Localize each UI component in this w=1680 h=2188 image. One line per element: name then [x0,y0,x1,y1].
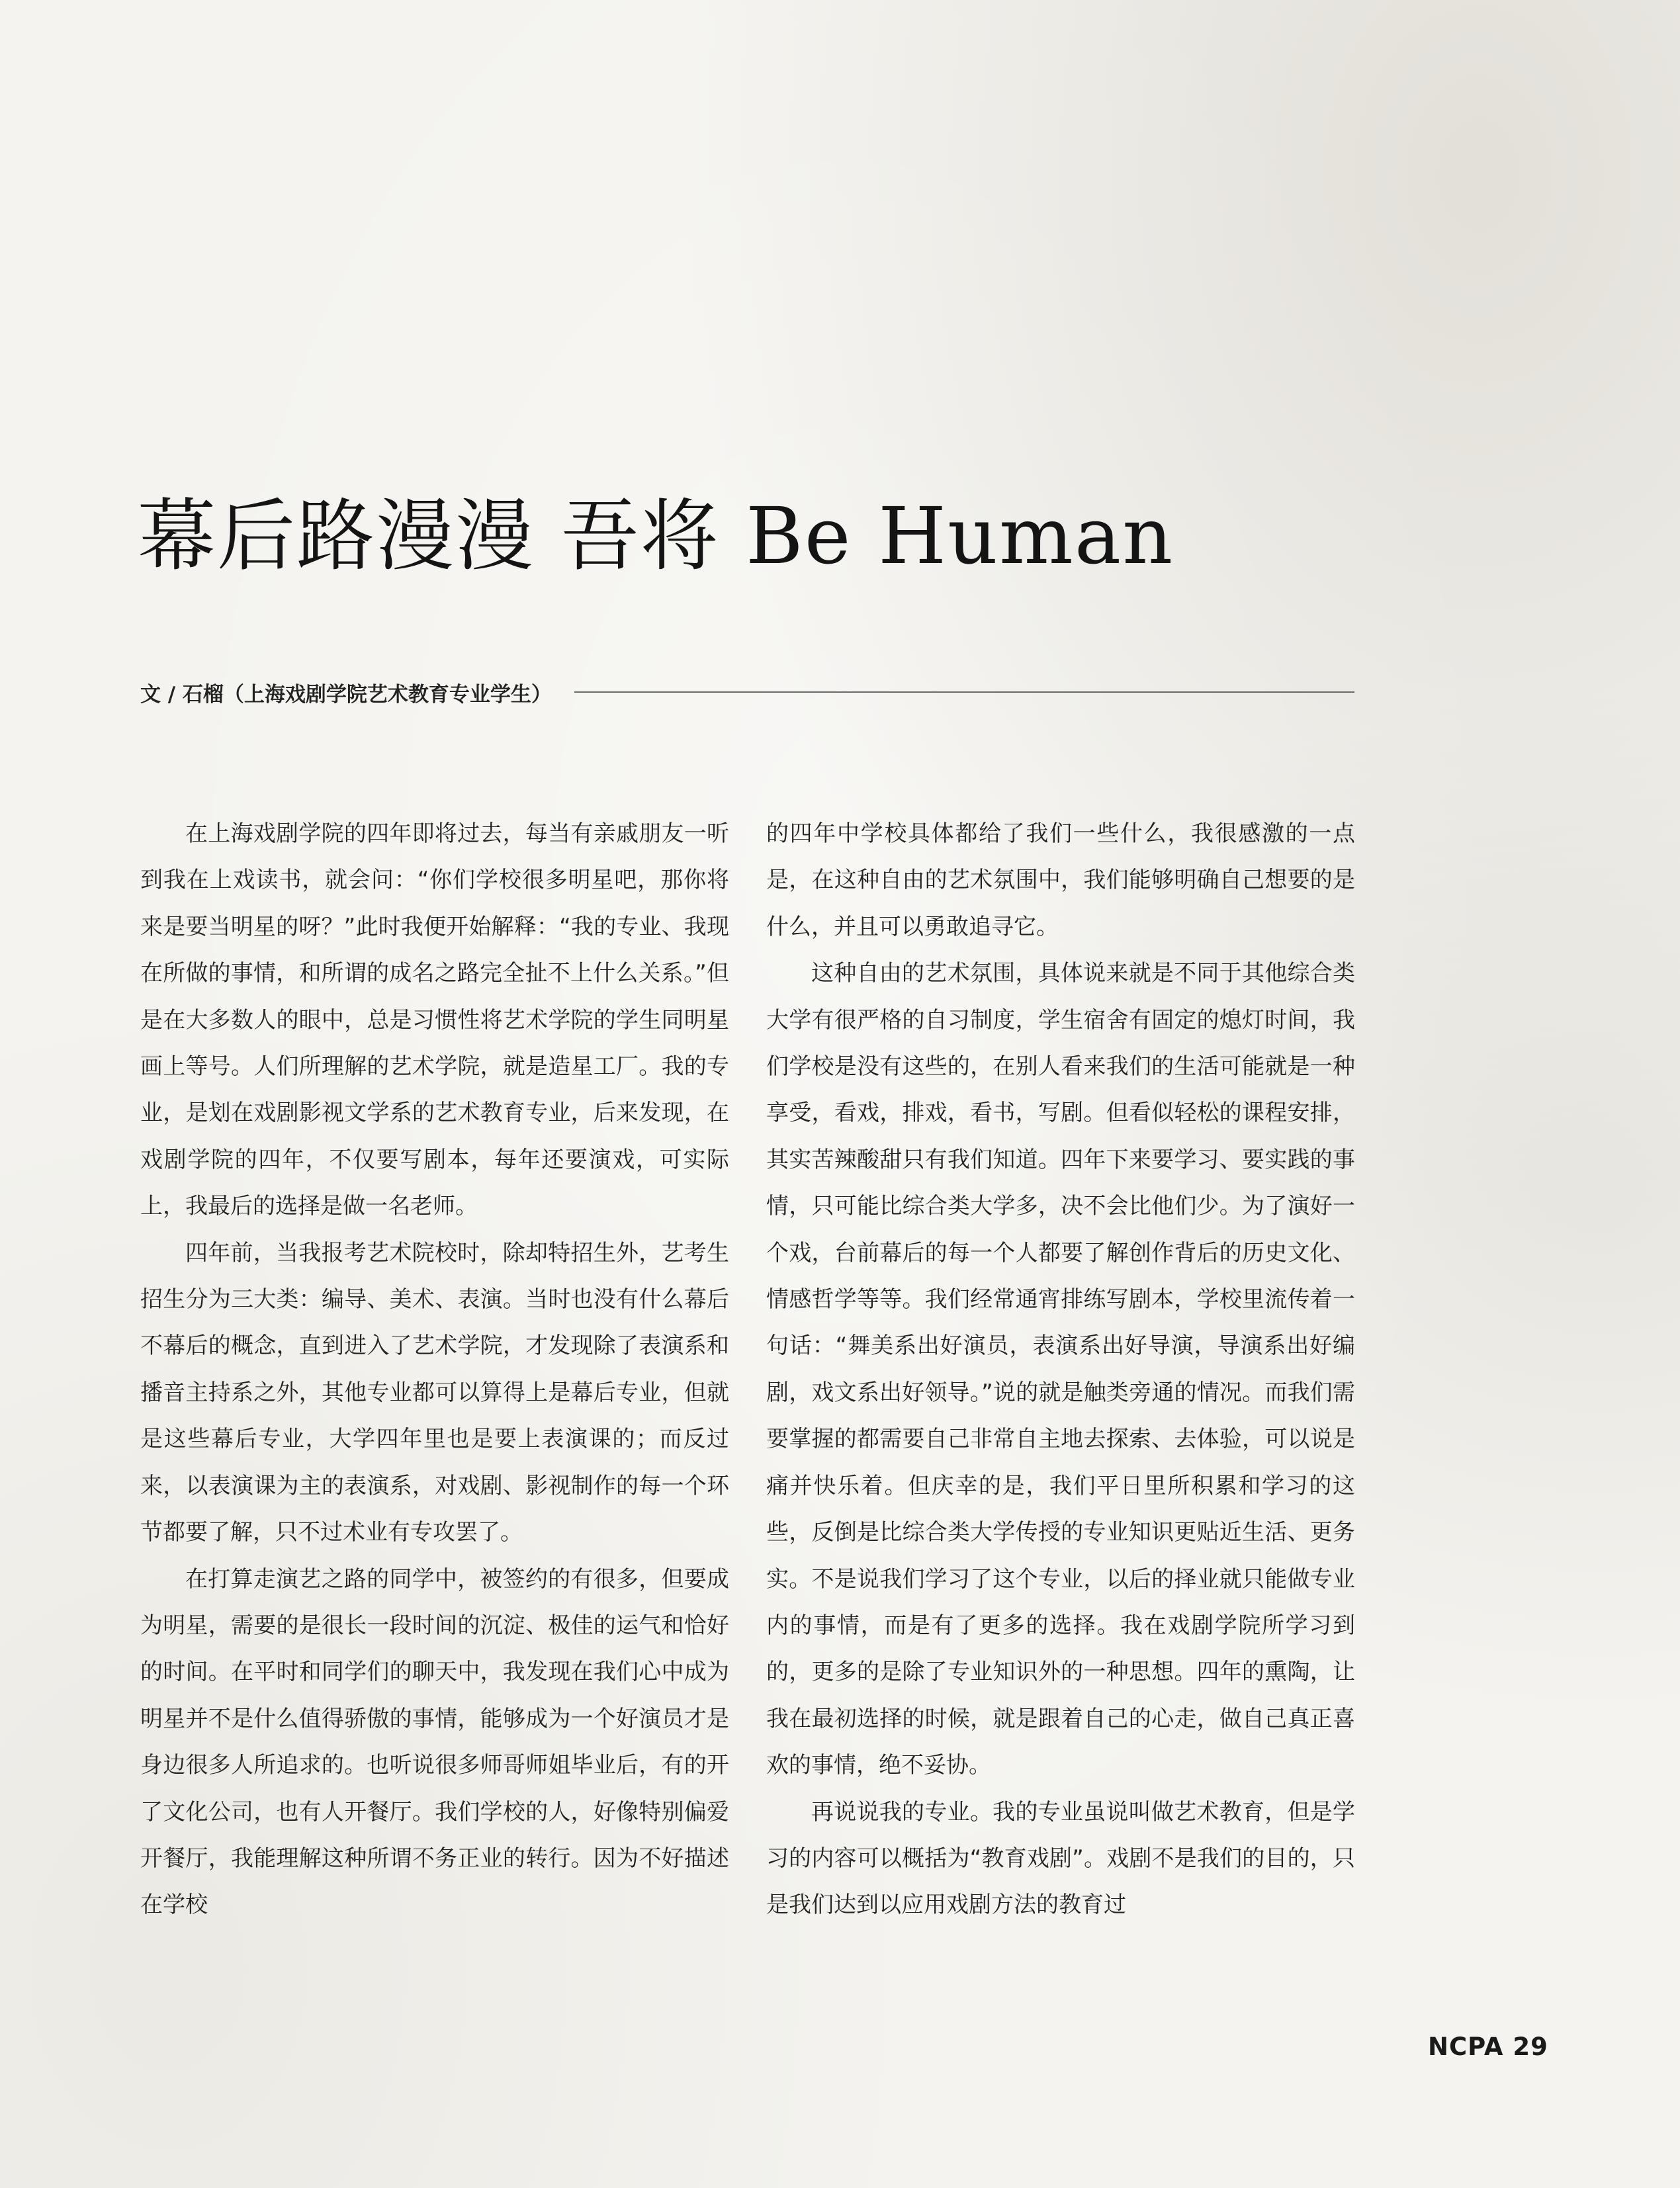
byline: 文 / 石榴（上海戏剧学院艺术教育专业学生） [140,682,552,707]
page-folio: NCPA 29 [1428,2033,1548,2061]
paragraph-continued: 的四年中学校具体都给了我们一些什么，我很感激的一点是，在这种自由的艺术氛围中，我们能够明确自己想要的是什么，并且可以勇敢追寻它。 [766,820,1355,940]
article-title: 幕后路漫漫 吾将 Be Human [138,490,1174,582]
byline-rule [574,691,1354,693]
paragraph: 再说说我的专业。我的专业虽说叫做艺术教育，但是学习的内容可以概括为“教育戏剧”。戏剧不是我们的目的，只是我们达到以应用戏剧方法的教育过 [766,1798,1355,1919]
paragraph: 四年前，当我报考艺术院校时，除却特招生外，艺考生招生分为三大类：编导、美术、表演。当时也没有什么幕后不幕后的概念，直到进入了艺术学院，才发现除了表演系和播音主持系之外，其他专业都可以算得上是幕后专业，但就是这些幕后专业，大学四年里也是要上表演课的；而反过来，以表演课为主的表演系，对戏剧、影视制作的每一个环节都要了解，只不过术业有专攻罢了。 [140,1239,729,1546]
left-column [140,810,729,1929]
right-column [766,810,1355,1929]
paragraph: 在上海戏剧学院的四年即将过去，每当有亲戚朋友一听到我在上戏读书，就会问：“你们学校很多明星吧，那你将来是要当明星的呀？”此时我便开始解释：“我的专业、我现在所做的事情，和所谓的成名之路完全扯不上什么关系。”但是在大多数人的眼中，总是习惯性将艺术学院的学生同明星画上等号。人们所理解的艺术学院，就是造星工厂。我的专业，是划在戏剧影视文学系的艺术教育专业，后来发现，在戏剧学院的四年，不仅要写剧本，每年还要演戏，可实际上，我最后的选择是做一名老师。 [140,820,729,1220]
paragraph: 在打算走演艺之路的同学中，被签约的有很多，但要成为明星，需要的是很长一段时间的沉淀、极佳的运气和恰好的时间。在平时和同学们的聊天中，我发现在我们心中成为明星并不是什么值得骄傲的事情，能够成为一个好演员才是身边很多人所追求的。也听说很多师哥师姐毕业后，有的开了文化公司，也有人开餐厅。我们学校的人，好像特别偏爱开餐厅，我能理解这种所谓不务正业的转行。因为不好描述在学校 [140,1565,729,1919]
byline-row [140,676,1354,708]
paragraph: 这种自由的艺术氛围，具体说来就是不同于其他综合类大学有很严格的自习制度，学生宿舍有固定的熄灯时间，我们学校是没有这些的，在别人看来我们的生活可能就是一种享受，看戏，排戏，看书，写剧。但看似轻松的课程安排，其实苦辣酸甜只有我们知道。四年下来要学习、要实践的事情，只可能比综合类大学多，决不会比他们少。为了演好一个戏，台前幕后的每一个人都要了解创作背后的历史文化、情感哲学等等。我们经常通宵排练写剧本，学校里流传着一句话：“舞美系出好演员，表演系出好导演，导演系出好编剧，戏文系出好领导。”说的就是触类旁通的情况。而我们需要掌握的都需要自己非常自主地去探索、去体验，可以说是痛并快乐着。但庆幸的是，我们平日里所积累和学习的这些，反倒是比综合类大学传授的专业知识更贴近生活、更务实。不是说我们学习了这个专业，以后的择业就只能做专业内的事情，而是有了更多的选择。我在戏剧学院所学习到的，更多的是除了专业知识外的一种思想。四年的熏陶，让我在最初选择的时候，就是跟着自己的心走，做自己真正喜欢的事情，绝不妥协。 [766,960,1355,1779]
